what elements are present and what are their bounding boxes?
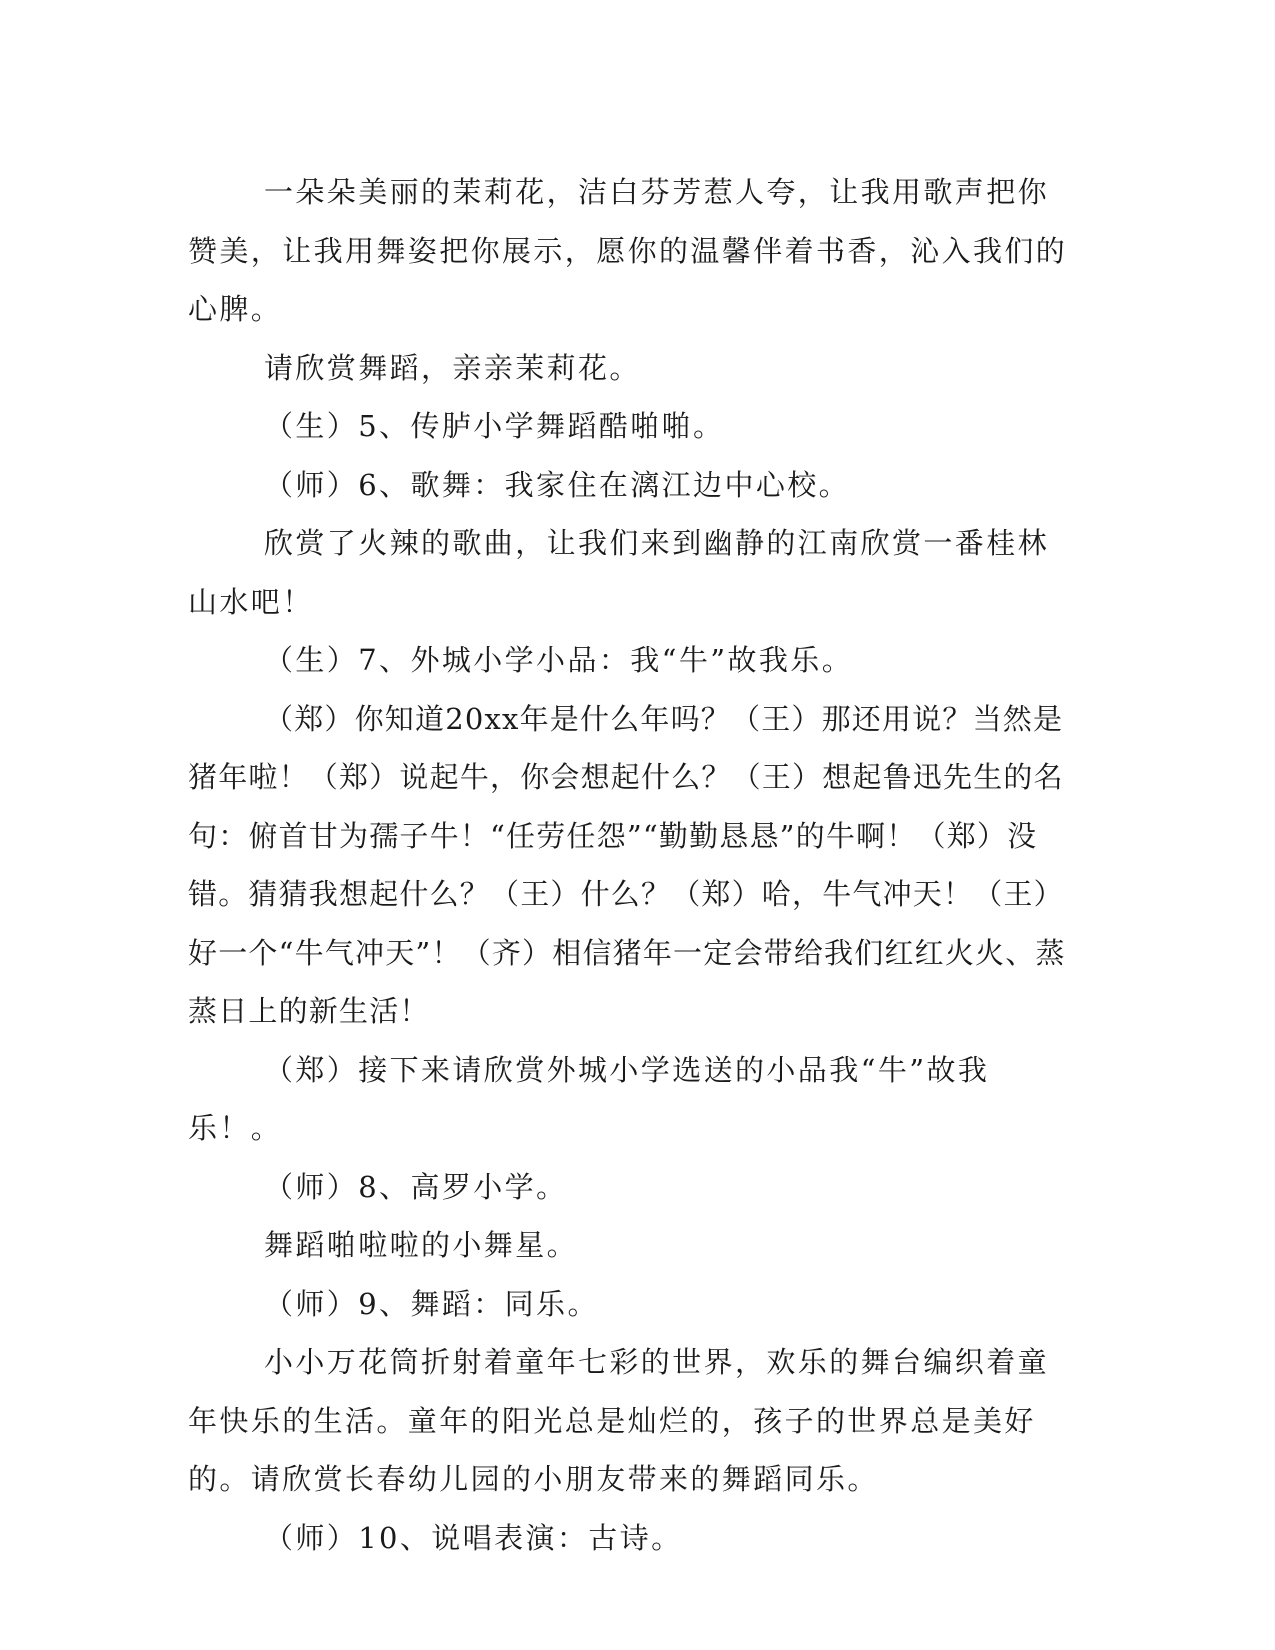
paragraph-item-10: （师）10、说唱表演：古诗。 bbox=[264, 1520, 683, 1555]
paragraph-dance-stars: 舞蹈啪啦啦的小舞星。 bbox=[264, 1228, 579, 1262]
paragraph-item-6: （师）6、歌舞：我家住在漓江边中心校。 bbox=[264, 467, 851, 502]
paragraph-skit-intro: （郑）接下来请欣赏外城小学选送的小品我“牛”故我乐！。 bbox=[188, 1052, 990, 1145]
paragraph-guilin-intro: 欣赏了火辣的歌曲，让我们来到幽静的江南欣赏一番桂林山水吧！ bbox=[188, 526, 1050, 619]
paragraph-dance-jasmine: 请欣赏舞蹈，亲亲茉莉花。 bbox=[264, 350, 641, 385]
paragraph-kaleidoscope-intro: 小小万花筒折射着童年七彩的世界，欢乐的舞台编织着童年快乐的生活。童年的阳光总是灿烂的，孩子的世界总是美好的。请欣赏长春幼儿园的小朋友带来的舞蹈同乐。 bbox=[188, 1345, 1050, 1496]
paragraph-item-9: （师）9、舞蹈：同乐。 bbox=[264, 1286, 599, 1321]
paragraph-item-5: （生）5、传胪小学舞蹈酷啪啪。 bbox=[264, 409, 725, 443]
document-body bbox=[188, 163, 1078, 1567]
paragraph-jasmine-intro: 一朵朵美丽的茉莉花，洁白芬芳惹人夸，让我用歌声把你赞美，让我用舞姿把你展示，愿你的温馨伴着书香，沁入我们的心脾。 bbox=[188, 175, 1068, 326]
paragraph-item-7: （生）7、外城小学小品：我“牛”故我乐。 bbox=[264, 643, 854, 677]
paragraph-item-8: （师）8、高罗小学。 bbox=[264, 1169, 568, 1204]
paragraph-skit-dialogue: （郑）你知道20xx年是什么年吗？（王）那还用说？当然是猪年啦！（郑）说起牛，你会想起什么？（王）想起鲁迅先生的名句：俯首甘为孺子牛！“任劳任怨”“勤勤恳恳”的牛啊！（郑）没错。猜猜我想起什么？（王）什么？（郑）哈，牛气冲天！（王）好一个“牛气冲天”！（齐）相信猪年一定会带给我们红红火火、蒸蒸日上的新生活！ bbox=[188, 701, 1066, 1028]
